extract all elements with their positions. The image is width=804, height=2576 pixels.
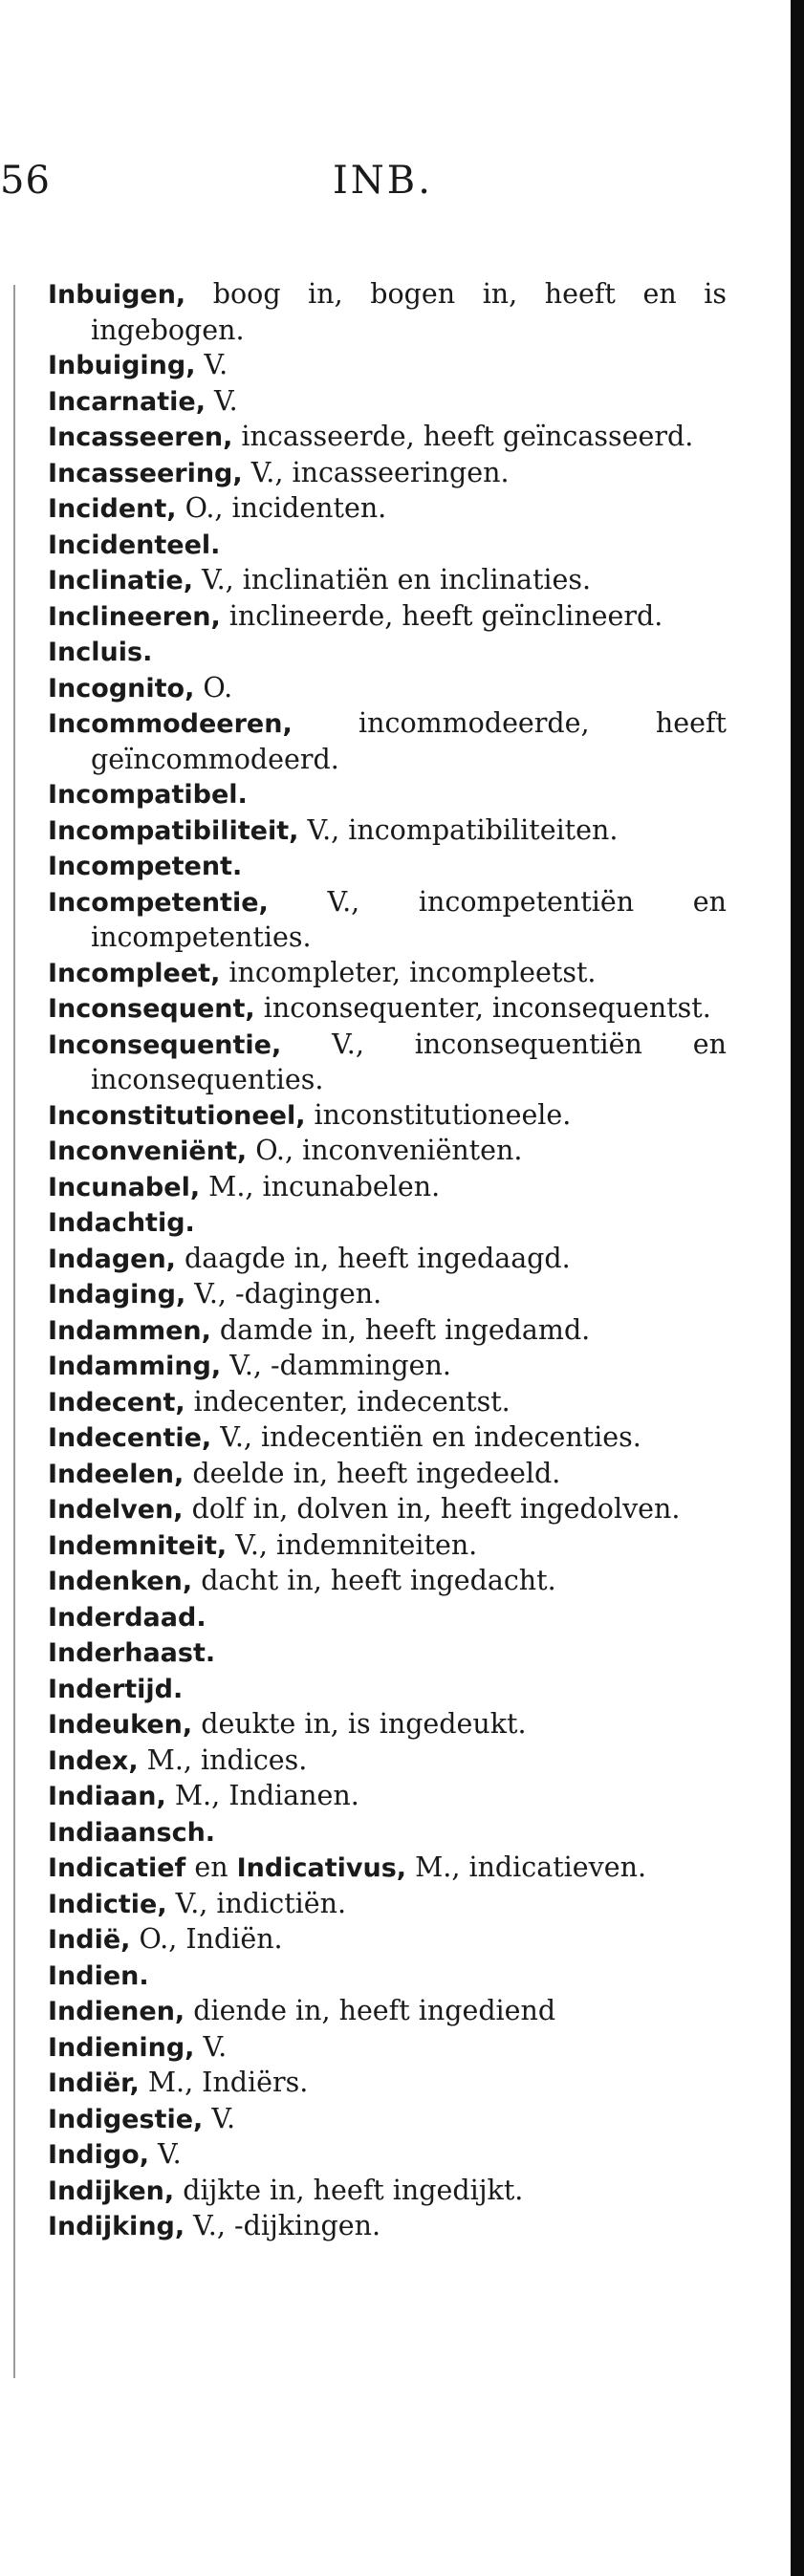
running-head: INB. — [333, 159, 433, 203]
dictionary-entry — [48, 2209, 727, 2245]
entry-headword: Indagen, — [48, 1244, 176, 1274]
dictionary-entry — [48, 2174, 727, 2210]
entry-definition: V., indemniteiten. — [227, 1528, 478, 1561]
entry-definition: V. — [195, 349, 228, 380]
dictionary-entry — [48, 1420, 727, 1457]
dictionary-entry — [48, 1851, 727, 1887]
entry-definition: en — [185, 1851, 237, 1883]
entry-headword: Indicatief — [48, 1853, 186, 1883]
entry-definition: O., inconveniënten. — [247, 1135, 523, 1166]
dictionary-entry — [48, 2137, 727, 2174]
dictionary-entry — [48, 2066, 727, 2102]
entry-definition: M., Indiërs. — [139, 2067, 309, 2098]
dictionary-entry — [48, 1170, 727, 1206]
dictionary-entry — [48, 456, 727, 492]
entry-headword: Incommodeeren, — [48, 709, 293, 739]
entry-definition: O., incidenten. — [176, 492, 387, 524]
entry-definition: V., indictiën. — [166, 1887, 347, 1919]
entry-definition: V. — [203, 2102, 236, 2134]
entry-headword: Indachtig. — [48, 1208, 195, 1238]
entry-headword: Indamming, — [48, 1352, 222, 1381]
dictionary-entry — [48, 1134, 727, 1170]
entry-headword: Incompatibiliteit, — [48, 815, 299, 846]
entry-definition: M., Indianen. — [165, 1780, 359, 1811]
entry-definition: dijkte in, heeft ingedijkt. — [174, 2174, 524, 2206]
dictionary-entry — [48, 384, 727, 421]
entry-headword: Incident, — [48, 494, 177, 524]
dictionary-entry — [48, 1457, 727, 1493]
entry-headword: Incompetentie, — [48, 887, 269, 918]
entry-headword: Index, — [48, 1745, 139, 1776]
dictionary-entry — [48, 671, 727, 707]
dictionary-entry — [48, 599, 727, 636]
entry-definition: V., incasseeringen. — [242, 456, 510, 488]
entry-headword: Inconsequentie, — [48, 1029, 282, 1060]
entry-definition: dacht in, heeft ingedacht. — [192, 1565, 556, 1596]
entry-definition: V., -dijkingen. — [185, 2210, 381, 2241]
dictionary-entry — [48, 1564, 727, 1600]
page-number: 56 — [0, 159, 51, 203]
dictionary-entry — [48, 706, 727, 777]
entry-definition: deelde in, heeft ingedeeld. — [184, 1457, 561, 1489]
entry-headword: Incompetent. — [48, 852, 243, 881]
dictionary-entry — [48, 991, 727, 1028]
dictionary-entry — [48, 849, 727, 885]
entry-headword: Inderhaast. — [48, 1638, 216, 1668]
entry-definition: incommodeerde, heeft geïncommodeerd. — [91, 707, 727, 775]
entry-headword: Incompatibel. — [48, 780, 248, 810]
entry-headword: Inconveniënt, — [48, 1136, 248, 1166]
dictionary-entry — [48, 1385, 727, 1421]
entry-definition: diende in, heeft ingediend — [185, 1995, 556, 2026]
dictionary-entry — [48, 528, 727, 564]
entry-definition: V., inclinatiën en inclinaties. — [192, 564, 592, 595]
entry-definition: dolf in, dolven in, heeft ingedolven. — [183, 1493, 681, 1525]
entry-headword: Indictie, — [48, 1889, 167, 1919]
entry-definition: deukte in, is ingedeukt. — [192, 1708, 527, 1740]
dictionary-entry — [48, 1349, 727, 1385]
dictionary-entry — [48, 635, 727, 671]
entry-definition: V., inconsequentiën en inconsequenties. — [91, 1028, 727, 1095]
entry-headword: Indijken, — [48, 2176, 175, 2206]
entry-headword: Inderdaad. — [48, 1602, 206, 1633]
entry-headword: Indecent, — [48, 1387, 185, 1418]
entry-headword: Indicativus, — [236, 1853, 407, 1883]
entry-headword: Indaging, — [48, 1280, 186, 1310]
entry-definition: M., indicatieven. — [406, 1851, 647, 1883]
entry-definition: damde in, heeft ingedamd. — [210, 1313, 591, 1346]
dictionary-entry — [48, 2102, 727, 2138]
entry-headword: Indeelen, — [48, 1459, 185, 1489]
entry-headword: Indien. — [48, 1960, 149, 1991]
entry-headword: Indië, — [48, 1925, 131, 1955]
entry-headword: Indammen, — [48, 1315, 211, 1346]
entry-headword: Indertijd. — [48, 1674, 184, 1704]
entry-headword: Inbuigen, — [48, 280, 186, 310]
entry-headword: Indienen, — [48, 1997, 185, 2026]
entry-definition: V., -dagingen. — [185, 1278, 382, 1310]
entry-definition: inconstitutioneele. — [305, 1098, 572, 1131]
dictionary-entry — [48, 956, 727, 992]
entry-definition: M., incunabelen. — [200, 1170, 441, 1202]
dictionary-entry — [48, 1887, 727, 1923]
entry-definition: V. — [194, 2030, 228, 2063]
dictionary-entry — [48, 2030, 727, 2067]
dictionary-entry — [48, 1779, 727, 1815]
entry-headword: Incidenteel. — [48, 530, 221, 560]
entry-definition: incasseerde, heeft geïncasseerd. — [232, 421, 694, 452]
dictionary-entry — [48, 348, 727, 384]
dictionary-entry — [48, 1743, 727, 1780]
entry-headword: Indijking, — [48, 2212, 185, 2241]
dictionary-entry — [48, 420, 727, 456]
entry-headword: Incluis. — [48, 638, 153, 667]
dictionary-entry — [48, 1277, 727, 1313]
margin-rule — [13, 285, 15, 2378]
entry-definition: V., -dammingen. — [221, 1350, 451, 1381]
dictionary-entry — [48, 1959, 727, 1995]
dictionary-entry — [48, 1242, 727, 1278]
entry-headword: Incarnatie, — [48, 386, 206, 417]
entry-headword: Indeuken, — [48, 1710, 193, 1740]
entry-headword: Incasseeren, — [48, 422, 233, 452]
dictionary-entry — [48, 1672, 727, 1708]
entry-definition: V., incompetentiën en incompetenties. — [91, 885, 727, 953]
entry-definition: daagde in, heeft ingedaagd. — [175, 1242, 571, 1274]
entry-headword: Incunabel, — [48, 1172, 201, 1202]
page-edge — [791, 0, 804, 2576]
entry-headword: Incasseering, — [48, 458, 243, 488]
entry-headword: Indiaansch. — [48, 1817, 216, 1848]
entry-definition: boog in, bogen in, heeft en is ingebogen. — [91, 278, 727, 346]
dictionary-entry — [48, 777, 727, 813]
entry-headword: Incognito, — [48, 673, 195, 704]
dictionary-entry — [48, 1707, 727, 1743]
dictionary-entry — [48, 1098, 727, 1135]
entry-definition: O. — [194, 671, 233, 704]
dictionary-entry — [48, 491, 727, 528]
entry-headword: Indemniteit, — [48, 1530, 228, 1561]
entry-headword: Indiaan, — [48, 1782, 166, 1811]
dictionary-entry — [48, 1635, 727, 1672]
entry-headword: Indigo, — [48, 2140, 149, 2170]
dictionary-entry — [48, 1600, 727, 1636]
dictionary-entry — [48, 1994, 727, 2030]
entry-headword: Indigestie, — [48, 2104, 204, 2134]
entry-headword: Indiër, — [48, 2068, 140, 2098]
entry-definition: M., indices. — [138, 1743, 308, 1776]
entry-definition: V., indecentiën en indecenties. — [211, 1421, 641, 1453]
entry-headword: Inclinatie, — [48, 566, 193, 595]
dictionary-entry — [48, 563, 727, 599]
entry-headword: Inconsequent, — [48, 994, 255, 1024]
dictionary-entry — [48, 813, 727, 850]
entry-definition: V., incompatibiliteiten. — [298, 813, 619, 846]
dictionary-entry — [48, 1528, 727, 1565]
dictionary-entry — [48, 1492, 727, 1528]
entry-headword: Inbuiging, — [48, 351, 196, 380]
entry-definition: V. — [205, 384, 238, 417]
entry-definition: O., Indiën. — [130, 1923, 283, 1955]
dictionary-entries — [48, 277, 727, 2245]
entry-definition: incompleter, incompleetst. — [220, 956, 597, 988]
entry-headword: Indelven, — [48, 1495, 184, 1525]
dictionary-entry — [48, 1313, 727, 1350]
entry-headword: Inconstitutioneel, — [48, 1100, 306, 1131]
entry-definition: inclineerde, heeft geïnclineerd. — [220, 599, 663, 632]
entry-definition: inconsequenter, inconsequentst. — [254, 992, 711, 1024]
entry-headword: Inclineeren, — [48, 601, 221, 632]
entry-headword: Incompleet, — [48, 958, 221, 988]
entry-definition: indecenter, indecentst. — [185, 1385, 511, 1418]
dictionary-entry — [48, 1205, 727, 1242]
entry-headword: Indenken, — [48, 1567, 193, 1596]
dictionary-entry — [48, 1815, 727, 1851]
dictionary-entry — [48, 1028, 727, 1098]
dictionary-entry — [48, 277, 727, 348]
entry-definition: V. — [148, 2138, 182, 2170]
entry-headword: Indiening, — [48, 2032, 195, 2063]
entry-headword: Indecentie, — [48, 1423, 212, 1453]
dictionary-entry — [48, 1922, 727, 1959]
dictionary-entry — [48, 885, 727, 956]
